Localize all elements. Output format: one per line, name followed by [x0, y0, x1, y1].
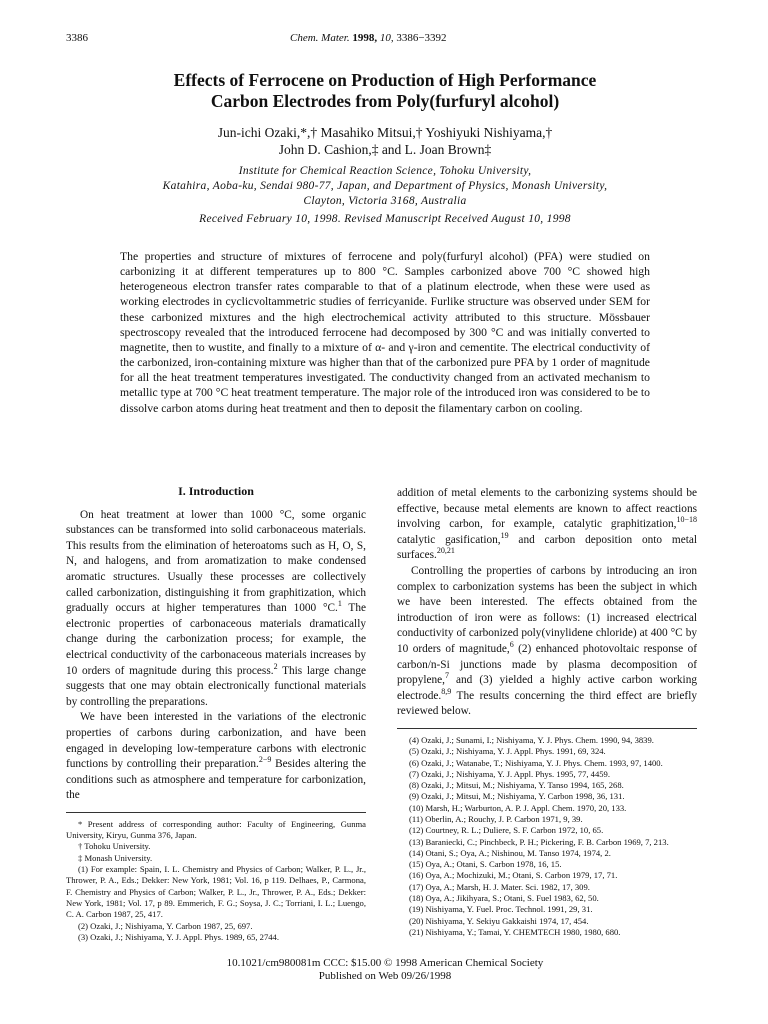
intro-paragraph-2: We have been interested in the variations of the electronic properties of carbons during carbonization, and have been engaged in developing low-temperature carbons with electronic functions by controlling their preparation.$^{2-9}$ Besides altering the conditions such as atmosphere and temperature for carbonization, the: [66, 711, 366, 802]
footnote: ‡ Monash University.: [78, 852, 153, 863]
authors-line-2: John D. Cashion,‡ and L. Joan Brown‡: [278, 142, 492, 157]
title-line-2: Carbon Electrodes from Poly(furfuryl alcohol): [210, 91, 560, 111]
right-column: [397, 486, 697, 938]
footnotes-right: [397, 735, 697, 938]
affiliation-line-2: Katahira, Aoba-ku, Sendai 980-77, Japan, and Department of Physics, Monash University,: [162, 180, 608, 192]
journal-name: Chem. Mater.: [290, 32, 350, 44]
author-list: [90, 124, 680, 158]
reference: (16) Oya, A.; Mochizuki, M.; Otani, S. Carbon 1979, 17, 71.: [409, 870, 618, 881]
reference: (13) Baraniecki, C.; Pinchbeck, P. H.; Pickering, F. B. Carbon 1969, 7, 213.: [409, 836, 669, 847]
reference: (12) Courtney, R. L.; Duliere, S. F. Carbon 1972, 10, 65.: [409, 825, 604, 836]
title-line-1: Effects of Ferrocene on Production of High Performance: [173, 70, 597, 90]
section-heading: I. Introduction: [178, 484, 254, 498]
reference: (6) Ozaki, J.; Watanabe, T.; Nishiyama, Y. J. Phys. Chem. 1993, 97, 1400.: [409, 757, 663, 768]
reference: (10) Marsh, H.; Warburton, A. P. J. Appl. Chem. 1970, 20, 133.: [409, 802, 627, 813]
article-title: [90, 70, 680, 112]
reference: (17) Oya, A.; Marsh, H. J. Mater. Sci. 1982, 17, 309.: [409, 881, 590, 892]
reference: (15) Oya, A.; Otani, S. Carbon 1978, 16, 15.: [409, 859, 562, 870]
left-column: [66, 484, 366, 943]
doi-copyright: 10.1021/cm980081m CCC: $15.00 © 1998 American Chemical Society: [226, 957, 544, 969]
reference: (20) Nishiyama, Y. Sekiyu Gakkaishi 1974, 17, 454.: [409, 915, 589, 926]
reference: (3) Ozaki, J.; Nishiyama, Y. J. Appl. Phys. 1989, 65, 2744.: [78, 931, 279, 942]
reference: (8) Ozaki, J.; Mitsui, M.; Nishiyama, Y. Tanso 1994, 165, 268.: [409, 780, 624, 791]
reference: (5) Ozaki, J.; Nishiyama, Y. J. Appl. Phys. 1991, 69, 324.: [409, 746, 606, 757]
reference: (1) For example: Spain, I. L. Chemistry and Physics of Carbon; Walker, P. L., Jr., Thrower, P. A., Eds.; Dekker: New York, 1981; Vol. 16, p 119. Delhaes, P., Carmona, F. Chemistry and Physics of Carbon; Walker, P. L., Jr., Thrower, P. A., Eds.; Dekker: New York, 1981; Vol. 17, p 89. Emmerich, F. G.; Soysa, J. C.; Torriani, I. L.; Luengo, C. A. Carbon 1987, 25, 417.: [66, 864, 366, 920]
footnote: * Present address of corresponding author: Faculty of Engineering, Gunma University, Kiryu, Gunma 376, Japan.: [66, 818, 366, 841]
running-header: [290, 32, 447, 44]
received-dates: Received February 10, 1998. Revised Manuscript Received August 10, 1998: [199, 213, 571, 225]
reference: (4) Ozaki, J.; Sunami, I.; Nishiyama, Y. J. Phys. Chem. 1990, 94, 3839.: [409, 734, 654, 745]
intro-paragraph-3: addition of metal elements to the carbonizing systems should be effective, because metal elements are known to affect reactions involving carbon, for example, catalytic graphitization,$^{10-18}$ catalytic gasification,$^{19}$ and carbon deposition onto metal surfaces.$^{20,21}$: [397, 487, 697, 562]
journal-year: 1998,: [352, 32, 378, 44]
reference: (2) Ozaki, J.; Nishiyama, Y. Carbon 1987, 25, 697.: [78, 920, 253, 931]
footnote-divider: [66, 812, 366, 813]
reference: (18) Oya, A.; Jikihyara, S.; Otani, S. Fuel 1983, 62, 50.: [409, 893, 599, 904]
affiliation-line-3: Clayton, Victoria 3168, Australia: [303, 195, 467, 207]
affiliation-line-1: Institute for Chemical Reaction Science, Tohoku University,: [238, 165, 532, 177]
intro-paragraph-4: Controlling the properties of carbons by introducing an iron complex to carbonization systems has been the subject in which we have been interested. The effects obtained from the introduction of iron were as follows: (1) increased electrical conductivity of carbonized poly(vinylidene chloride) at 400 °C by 10 orders of magnitude,$^6$ (2) enhanced photovoltaic response of carbon/n-Si junctions made by plasma decomposition of propylene,$^7$ and (3) yielded a highly active carbon working electrode.$^{8,9}$ The results concerning the third effect are briefly reviewed below.: [397, 564, 698, 718]
reference: (19) Nishiyama, Y. Fuel. Proc. Technol. 1991, 29, 31.: [409, 904, 593, 915]
intro-paragraph-1: On heat treatment at lower than 1000 °C, some organic substances can be transformed into solid carbonaceous materials. This results from the elimination of heteroatoms such as H, O, S, N, and halogens, and from aromatization to make condensed aromatic structures. Usually these processes are collectively called carbonization, distinguishing it from graphitization, which gradually occurs at higher temperatures than 1000 °C.$^1$ The electronic properties of carbonaceous materials dramatically change during the carbonization process; for example, the electrical conductivity of the carbonaceous materials increases by 10 orders of magnitude during this process.$^2$ This large change suggests that one may obtain electronically functional materials by controlling the preparations.: [66, 508, 367, 708]
page-number: 3386: [66, 32, 88, 44]
footnote: † Tohoku University.: [78, 841, 151, 852]
reference: (14) Otani, S.; Oya, A.; Nishinou, M. Tanso 1974, 1974, 2.: [409, 847, 611, 858]
reference: (11) Oberlin, A.; Rouchy, J. P. Carbon 1971, 9, 39.: [409, 813, 583, 824]
reference: (7) Ozaki, J.; Nishiyama, Y. J. Appl. Phys. 1995, 77, 4459.: [409, 768, 610, 779]
publication-date: Published on Web 09/26/1998: [318, 970, 452, 982]
authors-line-1: Jun-ichi Ozaki,*,† Masahiko Mitsui,† Yoshiyuki Nishiyama,†: [217, 125, 553, 140]
footnotes-left: [66, 819, 366, 943]
reference: (9) Ozaki, J.; Mitsui, M.; Nishiyama, Y. Carbon 1998, 36, 131.: [409, 791, 625, 802]
footnote-divider: [397, 728, 697, 729]
abstract: The properties and structure of mixtures of ferrocene and poly(furfuryl alcohol) (PFA) were studied on carbonizing it at different temperatures up to 800 °C. Samples carbonized above 700 °C showed high heterogeneous electron transfer rates comparable to that of a platinum electrode, when these were used as working electrodes in cyclicvoltammetric studies of ferricyanide. Furlike structure was observed under SEM for these carbonized mixtures and the high electrochemical activity attributed to this structure. Mössbauer spectroscopy revealed that the introduced ferrocene had decomposed by 300 °C and was initially converted to magnetite, then to wustite, and finally to a mixture of α- and γ-iron and cementite. The electrical conductivity of the carbonized, iron-containing mixture was higher than that of the carbonized pure PFA by 1 order of magnitude for all the heat treatment temperatures investigated. The conductivity changed from an activated mechanism to metallic type at 700 °C heat treatment temperature. The major role of the introduced iron was considered to be to dissolve carbon atoms during heat treatment and then to deposit the filamentary carbon on cooling.: [120, 250, 650, 415]
journal-volume: 10,: [379, 32, 394, 44]
affiliations: [90, 164, 680, 209]
reference: (21) Nishiyama, Y.; Tamai, Y. CHEMTECH 1980, 1980, 680.: [409, 926, 621, 937]
page-footer: [180, 957, 590, 983]
journal-pages: 3386−3392: [396, 32, 447, 44]
